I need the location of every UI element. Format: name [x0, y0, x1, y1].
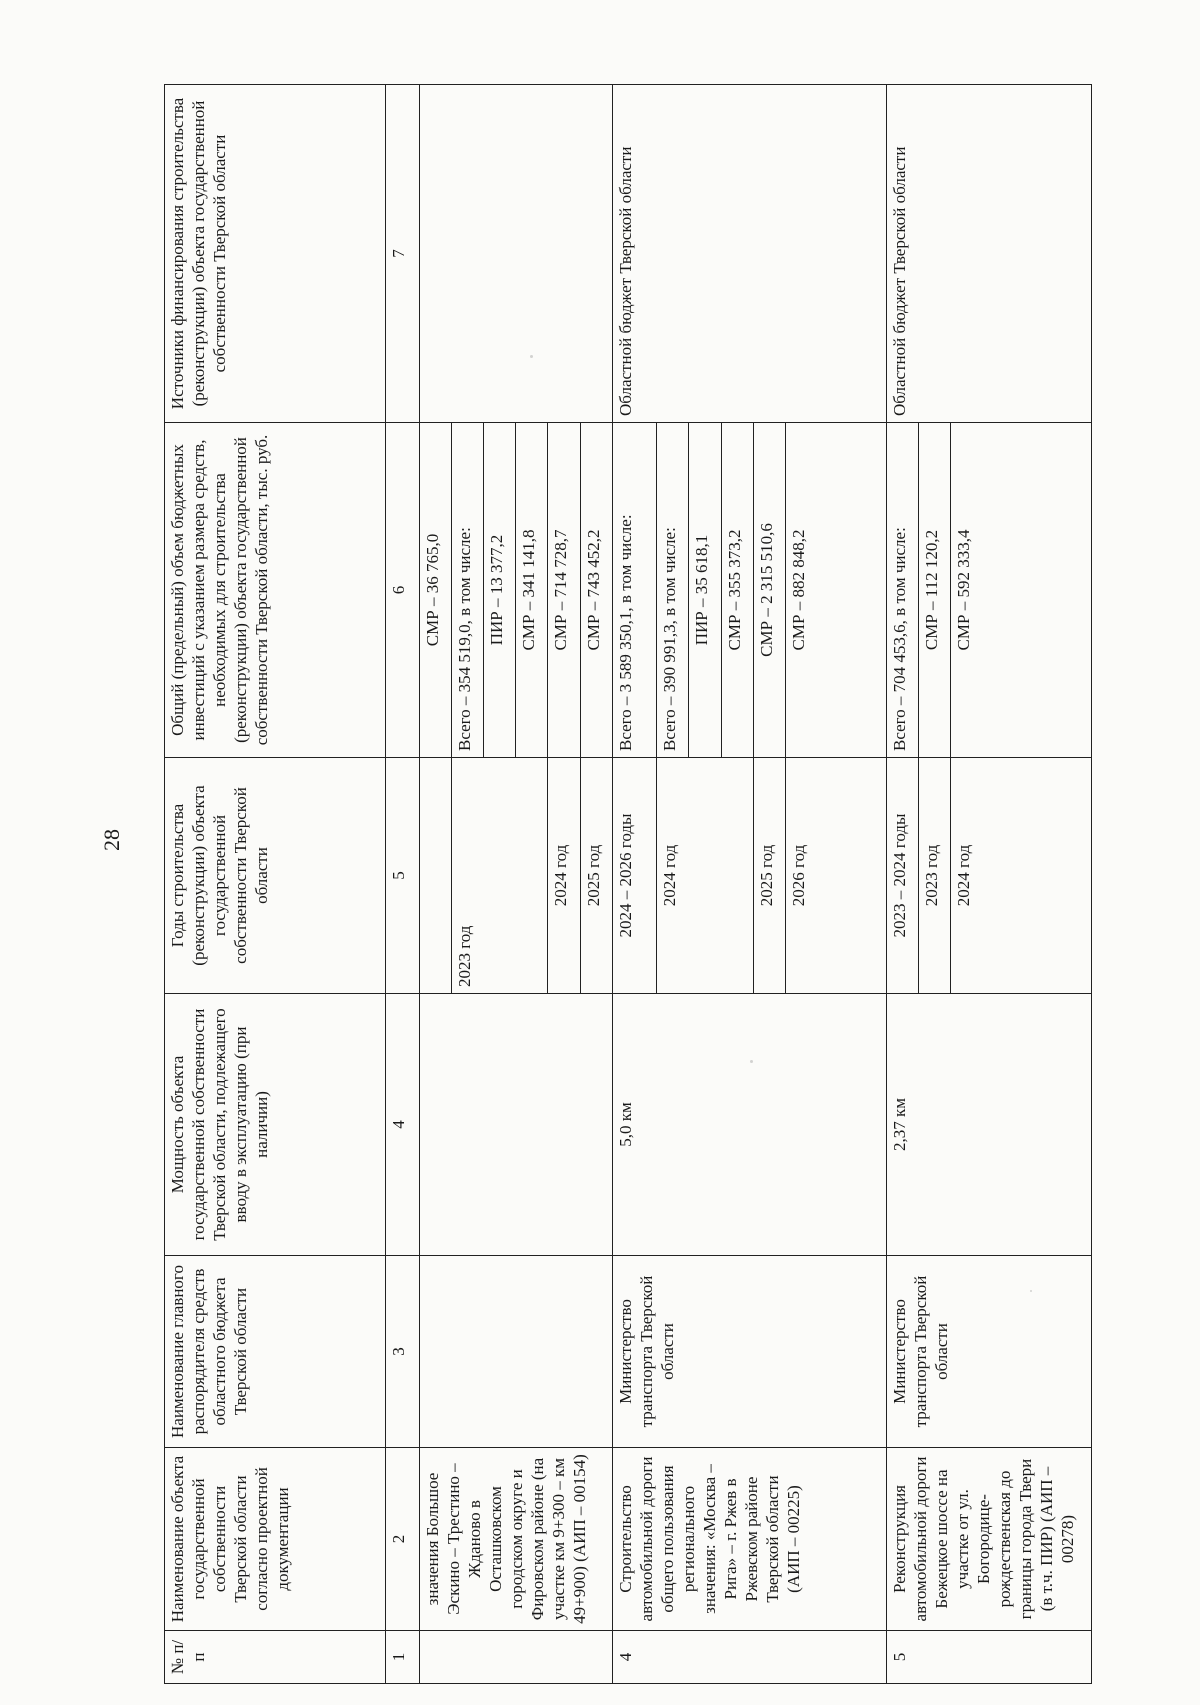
year-cell: 2023 год	[918, 758, 950, 994]
amount-cell: ПИР – 13 377,2	[484, 423, 516, 758]
scan-speck	[750, 1060, 753, 1063]
ministry-cell: Министерство транспорта Тверской области	[612, 1256, 886, 1448]
rotated-table-container	[164, 84, 1092, 1684]
row-number-cell: 5	[886, 1631, 1091, 1684]
ministry-cell: Министерство транспорта Тверской области	[886, 1256, 1091, 1448]
year-cell: 2024 год	[657, 758, 754, 994]
year-cell: 2024 год	[950, 758, 1091, 994]
amount-cell: СМР – 882 848,2	[785, 423, 886, 758]
capacity-cell	[419, 994, 612, 1256]
source-cell	[419, 85, 612, 423]
year-cell: 2024 год	[548, 758, 580, 994]
amount-cell: СМР – 2 315 510,6	[753, 423, 785, 758]
header-ministry: Наименование главного распорядителя средств областного бюджета Тверской области	[165, 1256, 386, 1448]
header-years: Годы строительства (реконструкции) объекта государственной собственности Тверской области	[165, 758, 386, 994]
row-number-cell: 4	[612, 1631, 886, 1684]
amount-cell: Всего – 390 991,3, в том числе:	[657, 423, 689, 758]
amount-cell: Всего – 354 519,0, в том числе:	[451, 423, 483, 758]
scan-speck	[530, 355, 533, 358]
investment-table	[164, 84, 1092, 1684]
table-row	[419, 85, 451, 1684]
capacity-cell: 2,37 км	[886, 994, 1091, 1256]
col-num-5: 5	[386, 758, 419, 994]
year-cell: 2023 – 2024 годы	[886, 758, 918, 994]
header-num: № п/п	[165, 1631, 386, 1684]
amount-cell: Всего – 704 453,6, в том числе:	[886, 423, 918, 758]
amount-cell: СМР – 36 765,0	[419, 423, 451, 758]
year-cell: 2025 год	[753, 758, 785, 994]
amount-cell: ПИР – 35 618,1	[689, 423, 721, 758]
page-number: 28	[99, 829, 124, 851]
ministry-cell	[419, 1256, 612, 1448]
column-number-row	[386, 85, 419, 1684]
year-cell: 2024 – 2026 годы	[612, 758, 656, 994]
year-cell: 2026 год	[785, 758, 886, 994]
amount-cell: СМР – 112 120,2	[918, 423, 950, 758]
col-num-2: 2	[386, 1448, 419, 1631]
amount-cell: СМР – 355 373,2	[721, 423, 753, 758]
col-num-6: 6	[386, 423, 419, 758]
table-row	[886, 85, 918, 1684]
header-capacity: Мощность объекта государственной собственности Тверской области, подлежащего вводу в эксплуатацию (при наличии)	[165, 994, 386, 1256]
amount-cell: СМР – 341 141,8	[516, 423, 548, 758]
header-investments: Общий (предельный) объем бюджетных инвестиций с указанием размера средств, необходимых для строительства (реконструкции) объекта государственной собственности Тверской области, тыс. руб.	[165, 423, 386, 758]
table-row	[612, 85, 656, 1684]
source-cell: Областной бюджет Тверской области	[612, 85, 886, 423]
amount-cell: СМР – 743 452,2	[580, 423, 612, 758]
scan-speck	[1030, 1290, 1032, 1292]
col-num-4: 4	[386, 994, 419, 1256]
capacity-cell: 5,0 км	[612, 994, 886, 1256]
col-num-3: 3	[386, 1256, 419, 1448]
header-object-name: Наименование объекта государственной собственности Тверской области согласно проектной документации	[165, 1448, 386, 1631]
source-cell: Областной бюджет Тверской области	[886, 85, 1091, 423]
amount-cell: Всего – 3 589 350,1, в том числе:	[612, 423, 656, 758]
col-num-1: 1	[386, 1631, 419, 1684]
col-num-7: 7	[386, 85, 419, 423]
row-number-cell	[419, 1631, 612, 1684]
object-name-cell: Реконструкция автомобильной дороги Бежецкое шоссе на участке от ул. Богородице-рождественская до границы города Твери (в т.ч. ПИР) (АИП – 00278)	[886, 1448, 1091, 1631]
year-cell	[419, 758, 451, 994]
amount-cell: СМР – 714 728,7	[548, 423, 580, 758]
header-row	[165, 85, 386, 1684]
amount-cell: СМР – 592 333,4	[950, 423, 1091, 758]
year-cell: 2025 год	[580, 758, 612, 994]
header-sources: Источники финансирования строительства (реконструкции) объекта государственной собственности Тверской области	[165, 85, 386, 423]
year-cell: 2023 год	[451, 758, 548, 994]
object-name-cell: Строительство автомобильной дороги общего пользования регионального значения: «Москва – Рига» – г. Ржев в Ржевском районе Тверской области (АИП – 00225)	[612, 1448, 886, 1631]
object-name-cell: значения Большое Эскино – Трестино – Жданово в Осташковском городском округе и Фировском районе (на участке км 9+300 – км 49+900) (АИП – 00154)	[419, 1448, 612, 1631]
